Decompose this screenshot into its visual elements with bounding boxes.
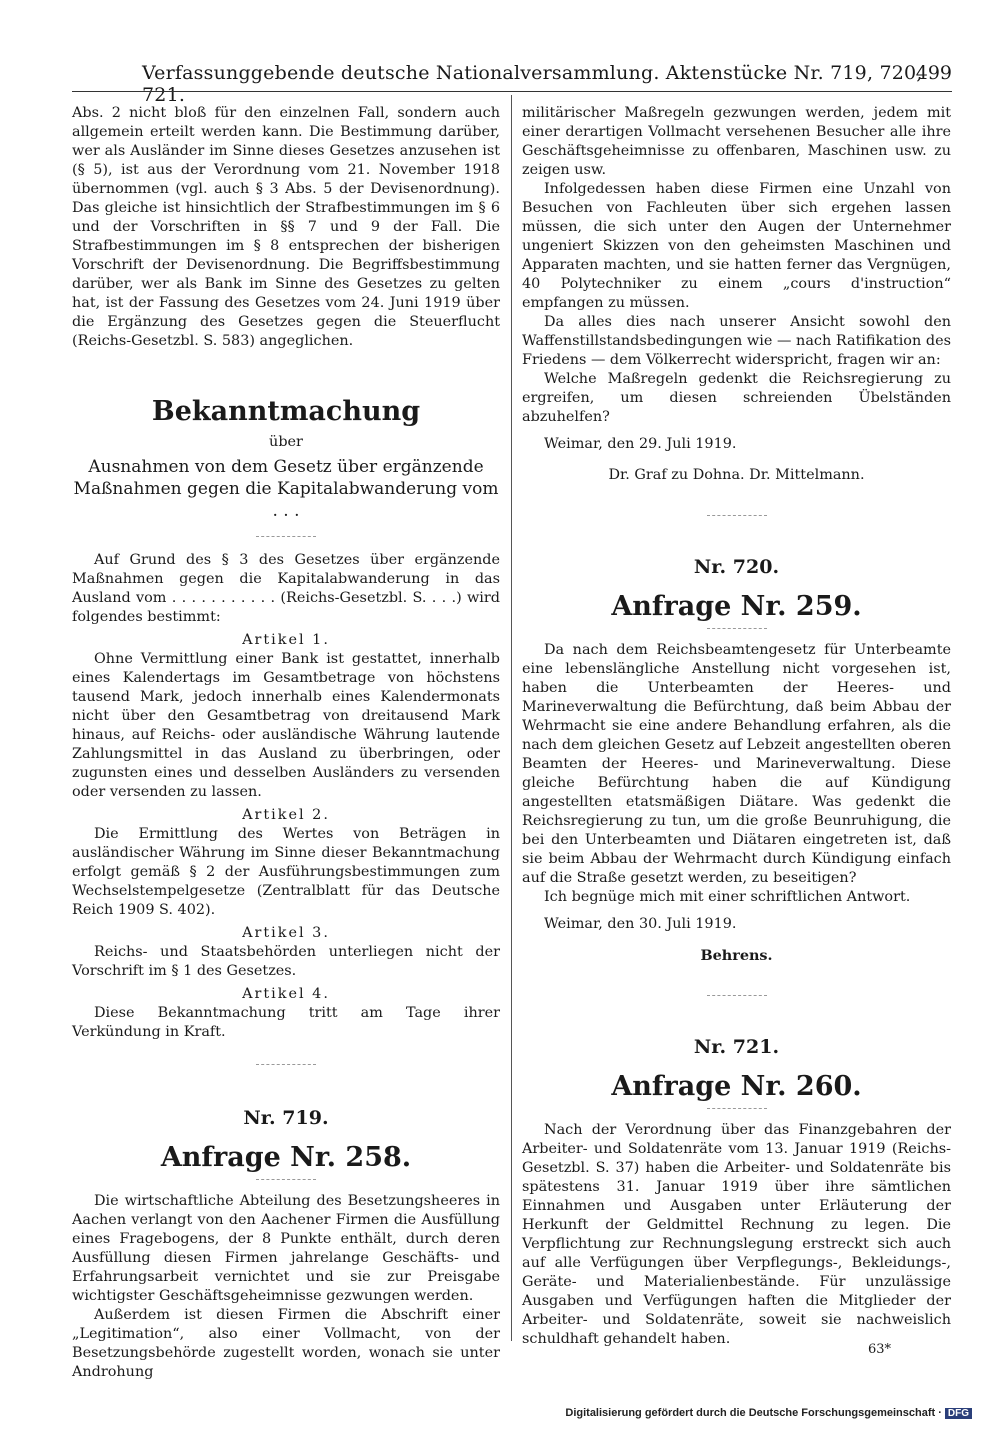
- article-4-text: Diese Bekanntmachung tritt am Tage ihrer Verkündung in Kraft.: [72, 1005, 500, 1040]
- digitization-text: Digitalisierung gefördert durch die Deutsche Forschungsgemeinschaft ·: [565, 1407, 942, 1419]
- article-3-heading: Artikel 3.: [242, 925, 330, 941]
- inquiry-258-paragraph-1: Die wirtschaftliche Abteilung des Besetzungsheeres in Aachen verlangt von den Aachener Firmen die Ausfüllung eines Fragebogens, der 8 Punkte enthält, durch deren Ausfüllung diesen Firmen jahrelange Geschäfts- und Erfahrungsarbeit vernichtet und sie zur Preisgabe wichtigster Geschäftsgeheimnisse gezwungen werden.: [72, 1193, 500, 1304]
- column-divider: [511, 95, 512, 1341]
- article-2-text: Die Ermittlung des Wertes von Beträgen in ausländischer Währung im Sinne dieser Bekanntmachung erfolgt gemäß § 2 der Ausführungsbestimmungen zum Wechselstempelgesetze (Zentralblatt für das Deutsche Reich 1909 S. 402).: [72, 826, 500, 918]
- intro-paragraph: Abs. 2 nicht bloß für den einzelnen Fall, sondern auch allgemein erteilt werden kann. Die Bestimmung darüber, wer als Ausländer im Sinne dieses Gesetzes anzusehen ist (§ 5), ist aus der Verordnung vom 21. November 1918 übernommen (vgl. auch § 3 Abs. 5 der Devisenordnung). Das gleiche ist hinsichtlich der Strafbestimmungen im § 6 und der Vorschriften in §§ 7 und 9 der Fall. Die Strafbestimmungen im § 8 entsprechen der bisherigen Vorschrift der Devisenordnung. Die Begriffsbestimmung darüber, wer als Bank im Sinne des Gesetzes zu gelten hat, ist der Fassung des Gesetzes vom 24. Juni 1919 über die Ergänzung des Gesetzes gegen die Steuerflucht (Reichs-Gesetzbl. S. 583) angeglichen.: [72, 105, 500, 349]
- notice-title: Bekanntmachung: [151, 396, 421, 427]
- inquiry-258-date: Weimar, den 29. Juli 1919.: [544, 436, 737, 452]
- article-4-heading: Artikel 4.: [242, 986, 330, 1002]
- right-column: [522, 104, 951, 1349]
- dfg-logo: DFG: [945, 1408, 972, 1419]
- inquiry-259-paragraph-1: Da nach dem Reichsbeamtengesetz für Unterbeamte eine lebenslängliche Anstellung nicht vorgesehen ist, haben die Unterbeamten der Heeres- und Marineverwaltung die Befürchtung, daß beim Abbau der Wehrmacht sie eine andere Behandlung erfahren, als die nach dem gleichen Gesetz auf Lebzeit angestellten oberen Beamten der Heeres- und Marineverwaltung. Diese gleiche Befürchtung haben die auf Kündigung angestellten etatsmäßigen Diätare. Was gedenkt die Reichsregierung zu tun, um die große Beunruhigung, die bei den Unterbeamten und Diätaren eingetreten ist, daß sie beim Abbau der Wehrmacht durch Kündigung einfach auf die Straße gesetzt werden, zu beseitigen?: [522, 642, 951, 886]
- inquiry-258-question: Welche Maßregeln gedenkt die Reichsregierung zu ergreifen, um diesen schreienden Übelständen abzuhelfen?: [522, 371, 951, 425]
- inquiry-title-260: Anfrage Nr. 260.: [611, 1071, 862, 1102]
- inquiry-259-date: Weimar, den 30. Juli 1919.: [544, 916, 737, 932]
- running-header: [72, 54, 952, 106]
- notice-ueber: über: [269, 434, 303, 450]
- document-number-721: Nr. 721.: [693, 1036, 780, 1058]
- document-number-719: Nr. 719.: [243, 1107, 329, 1129]
- article-1-heading: Artikel 1.: [242, 632, 330, 648]
- inquiry-258-paragraph-2: Außerdem ist diesen Firmen die Abschrift einer „Legitimation“, also einer Vollmacht, von der Besetzungsbehörde zugestellt worden, wonach sie unter Androhung: [72, 1307, 500, 1380]
- inquiry-258-paragraph-4: Da alles dies nach unserer Ansicht sowohl den Waffenstillstandsbedingungen wie — nach Ratifikation des Friedens — dem Völkerrecht widerspricht, fragen wir an:: [522, 314, 951, 368]
- notice-intro: Auf Grund des § 3 des Gesetzes über ergänzende Maßnahmen gegen die Kapitalabwanderung in das Ausland vom . . . . . . . . . . . (Reichs-Gesetzbl. S. . . .) wird folgendes bestimmt:: [72, 552, 500, 625]
- inquiry-258-signatories: Dr. Graf zu Dohna. Dr. Mittelmann.: [608, 467, 865, 483]
- digitization-note: [565, 1407, 972, 1419]
- page-number: 499: [915, 62, 952, 84]
- inquiry-260-paragraph-1: Nach der Verordnung über das Finanzgebahren der Arbeiter- und Soldatenräte vom 13. Januar 1919 (Reichs-Gesetzbl. S. 37) haben die Arbeiter- und Soldatenräte bis spätestens 31. Januar 1919 über ihre sämtlichen Einnahmen und Ausgaben unter Erläuterung der Herkunft der Geldmittel Rechnung zu legen. Die Verpflichtung zur Rechnungslegung erstreckt sich auch auf alle Verfügungen über Verpflegungs-, Bekleidungs-, Geräte- und Materialienbestände. Für unzulässige Ausgaben und Verfügungen haften die Mitglieder der Arbeiter- und Soldatenräte, soweit sie nachweislich schuldhaft gehandelt haben.: [522, 1122, 951, 1347]
- inquiry-258-continuation: militärischer Maßregeln gezwungen werden, jedem mit einer derartigen Vollmacht versehenen Besucher alle ihre Geschäftsgeheimnisse zu offenbaren, Maschinen usw. zu zeigen usw.: [522, 105, 951, 178]
- inquiry-title-258: Anfrage Nr. 258.: [160, 1142, 412, 1173]
- left-column: [72, 104, 500, 1382]
- document-number-720: Nr. 720.: [693, 556, 780, 578]
- article-1-text: Ohne Vermittlung einer Bank ist gestattet, innerhalb eines Kalendertags im Gesamtbetrage von höchstens tausend Mark, jedoch innerhalb eines Kalendermonats nicht über den Gesamtbetrag von dreitausend Mark hinaus, auf Reichs- oder ausländische Währung lautende Zahlungsmittel in das Ausland zu überbringen, oder zugunsten eines und desselben Ausländers zu versenden oder versenden zu lassen.: [72, 651, 500, 800]
- notice-subtitle: Ausnahmen von dem Gesetz über ergänzende Maßnahmen gegen die Kapitalabwanderung vom . . .: [73, 457, 499, 521]
- inquiry-title-259: Anfrage Nr. 259.: [611, 591, 862, 622]
- header-title: Verfassunggebende deutsche Nationalversammlung. Aktenstücke Nr. 719, 720, 721.: [142, 62, 923, 106]
- article-3-text: Reichs- und Staatsbehörden unterliegen nicht der Vorschrift im § 1 des Gesetzes.: [72, 944, 500, 979]
- article-2-heading: Artikel 2.: [242, 807, 330, 823]
- inquiry-259-signatory: Behrens.: [700, 947, 773, 964]
- sheet-signature: 63*: [868, 1342, 892, 1357]
- inquiry-258-paragraph-3: Infolgedessen haben diese Firmen eine Unzahl von Besuchen von Fachleuten über sich ergehen lassen müssen, die sich unter den Augen der Unternehmer ungeniert Skizzen von den geheimsten Maschinen und Apparaten machten, und sie hatten ferner das Vergnügen, 40 Polytechniker zu einem „cours d'instruction“ empfangen zu müssen.: [522, 181, 951, 311]
- inquiry-259-paragraph-2: Ich begnüge mich mit einer schriftlichen Antwort.: [544, 889, 911, 905]
- header-rule: [72, 91, 952, 92]
